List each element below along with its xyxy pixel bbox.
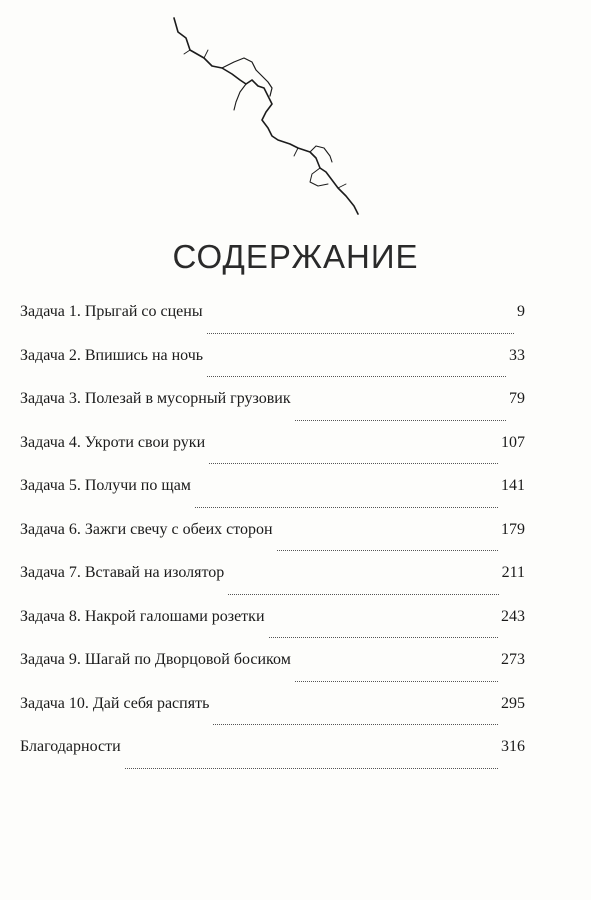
toc-leader-dots [209,463,498,464]
toc-entry [20,518,525,562]
toc-leader-dots [269,637,498,638]
toc-entry-page-number: 211 [501,564,525,581]
toc-entry-page-number: 107 [501,433,525,451]
toc-entry [20,474,525,518]
toc-entry [20,648,525,692]
toc-leader-dots [277,550,498,551]
toc-leader-dots [228,594,498,595]
toc-leader-dots [207,333,514,334]
toc-entry [20,431,525,475]
toc-entry [20,735,525,779]
toc-leader-dots [125,768,498,769]
toc-leader-dots [295,681,498,682]
page-title: СОДЕРЖАНИЕ [172,238,419,275]
toc-entry-label: Задача 7. Вставай на изолятор [20,564,225,581]
toc-entry-label: Задача 9. Шагай по Дворцовой босиком [20,651,291,668]
toc-entry-page-number: 295 [501,694,525,712]
toc-entry-label: Задача 1. Прыгай со сцены [20,303,203,320]
toc-entry-label: Задача 6. Зажги свечу с обеих сторон [20,520,273,538]
toc-entry-page-number: 316 [501,738,525,755]
toc-entry-label: Задача 4. Укроти свои руки [20,433,206,451]
toc-leader-dots [207,376,506,377]
toc-entry-label: Благодарности [20,738,121,755]
crack-line-icon [160,10,380,220]
toc-entry [20,387,525,431]
toc-entry-page-number: 179 [501,520,525,538]
toc-entry-page-number: 273 [501,651,525,668]
toc-entry-label: Задача 10. Дай себя распять [20,694,210,712]
toc-leader-dots [213,724,498,725]
table-of-contents [20,300,525,779]
toc-entry [20,344,525,388]
toc-entry-label: Задача 2. Впишись на ночь [20,346,204,364]
toc-entry-label: Задача 5. Получи по щам [20,477,191,494]
toc-leader-dots [295,420,506,421]
toc-entry-page-number: 79 [509,390,525,407]
toc-entry-page-number: 33 [509,346,525,364]
toc-entry-label: Задача 8. Накрой галошами розетки [20,607,265,625]
toc-entry [20,561,525,605]
toc-entry-label: Задача 3. Полезай в мусорный грузовик [20,390,291,407]
toc-entry [20,605,525,649]
toc-entry-page-number: 243 [501,607,525,625]
toc-entry [20,300,525,344]
toc-entry-page-number: 9 [517,303,525,320]
toc-entry-page-number: 141 [501,477,525,494]
toc-leader-dots [195,507,498,508]
toc-entry [20,692,525,736]
